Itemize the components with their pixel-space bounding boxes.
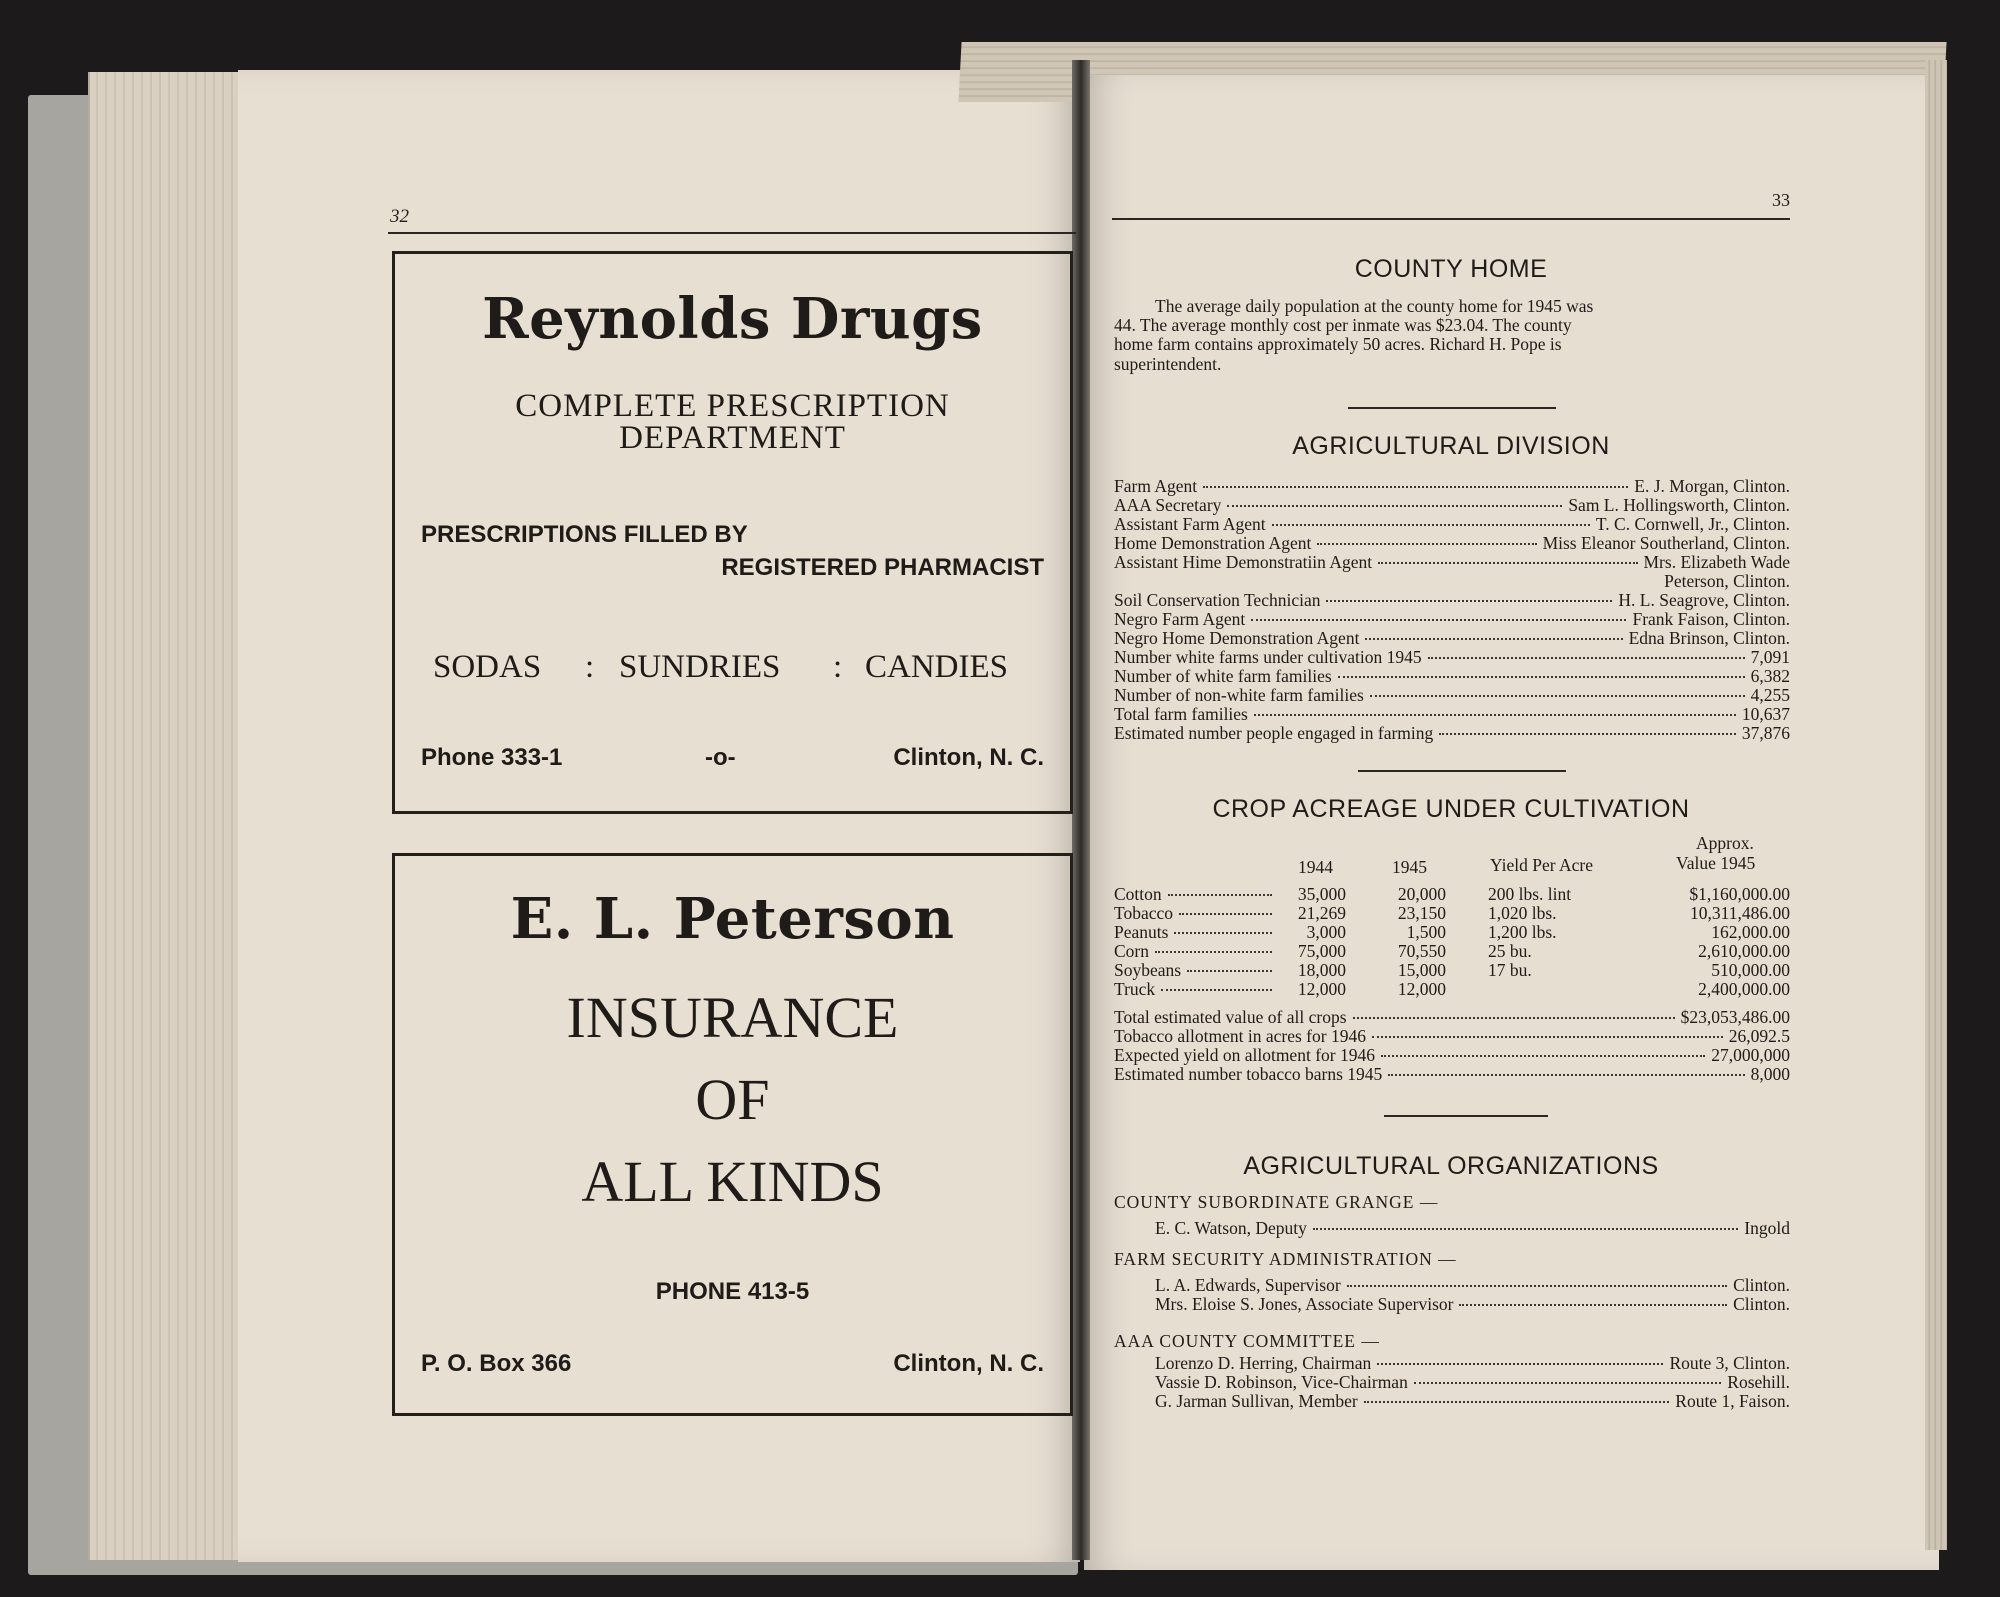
ad-phone: Phone 333-1 bbox=[421, 744, 563, 771]
division-row bbox=[1114, 685, 1790, 706]
division-row bbox=[1114, 495, 1790, 516]
ad-el-peterson bbox=[392, 853, 1073, 1416]
total-row-value: $23,053,486.00 bbox=[1680, 1007, 1790, 1027]
division-row-value: 10,637 bbox=[1741, 704, 1790, 724]
division-row-value: Miss Eleanor Southerland, Clinton. bbox=[1542, 533, 1790, 553]
crop-name: Peanuts bbox=[1114, 922, 1169, 942]
crop-name-cell bbox=[1114, 884, 1278, 905]
header-rule-left bbox=[388, 232, 1076, 234]
column-header-approx: Approx. bbox=[1696, 833, 1754, 853]
section-heading-organizations: AGRICULTURAL ORGANIZATIONS bbox=[1243, 1152, 1659, 1180]
page-number-left: 32 bbox=[390, 206, 409, 227]
leader-dots bbox=[1428, 657, 1745, 659]
org-row bbox=[1155, 1391, 1790, 1412]
yield-per-acre: 200 lbs. lint bbox=[1488, 884, 1572, 904]
yield-per-acre: 25 bu. bbox=[1488, 941, 1532, 961]
value-1945: 510,000.00 bbox=[1711, 960, 1790, 980]
page-edges-left bbox=[88, 72, 260, 1560]
total-row-label: Expected yield on allotment for 1946 bbox=[1114, 1045, 1375, 1065]
crop-name: Cotton bbox=[1114, 884, 1162, 904]
org-row-value: Route 1, Faison. bbox=[1675, 1391, 1790, 1411]
division-row-value: Sam L. Hollingsworth, Clinton. bbox=[1568, 495, 1790, 515]
division-row-value: 4,255 bbox=[1750, 685, 1790, 705]
division-row-label: Number of white farm families bbox=[1114, 666, 1332, 686]
org-location: Ingold bbox=[1744, 1218, 1790, 1238]
total-row-label: Tobacco allotment in acres for 1946 bbox=[1114, 1026, 1366, 1046]
division-row bbox=[1114, 514, 1790, 535]
division-row-value: Frank Faison, Clinton. bbox=[1632, 609, 1790, 629]
division-row-label: Negro Home Demonstration Agent bbox=[1114, 628, 1360, 648]
ad-line: DEPARTMENT bbox=[619, 420, 846, 456]
section-divider bbox=[1348, 407, 1556, 409]
division-row bbox=[1114, 552, 1790, 573]
ad-reynolds-drugs bbox=[392, 251, 1073, 814]
paragraph-line: home farm contains approximately 50 acres. Richard H. Pope is bbox=[1114, 334, 1562, 354]
leader-dots bbox=[1251, 619, 1626, 621]
division-row-label: Home Demonstration Agent bbox=[1114, 533, 1312, 553]
division-row-value: Mrs. Elizabeth Wade bbox=[1643, 552, 1790, 572]
crop-name: Truck bbox=[1114, 979, 1156, 999]
ad-line: COMPLETE PRESCRIPTION bbox=[515, 388, 950, 424]
total-row-label: Estimated number tobacco barns 1945 bbox=[1114, 1064, 1383, 1084]
org-member: E. C. Watson, Deputy bbox=[1155, 1218, 1307, 1238]
acres-1944: 18,000 bbox=[1297, 960, 1346, 980]
yield-per-acre: 1,020 lbs. bbox=[1488, 903, 1557, 923]
total-row-value: 8,000 bbox=[1750, 1064, 1790, 1084]
section-divider bbox=[1358, 770, 1566, 772]
org-row-label: L. A. Edwards, Supervisor bbox=[1155, 1275, 1341, 1295]
leader-dots bbox=[1227, 505, 1562, 507]
leader-dots bbox=[1155, 951, 1272, 953]
leader-dots bbox=[1347, 1285, 1727, 1287]
yield-per-acre: 1,200 lbs. bbox=[1488, 922, 1557, 942]
total-row-label: Total estimated value of all crops bbox=[1114, 1007, 1347, 1027]
org-heading-grange: COUNTY SUBORDINATE GRANGE — bbox=[1114, 1192, 1439, 1212]
division-row bbox=[1114, 590, 1790, 611]
acres-1944: 35,000 bbox=[1297, 884, 1346, 904]
leader-dots bbox=[1414, 1382, 1721, 1384]
crop-name: Corn bbox=[1114, 941, 1149, 961]
leader-dots bbox=[1317, 543, 1536, 545]
leader-dots bbox=[1459, 1304, 1727, 1306]
leader-dots bbox=[1254, 714, 1736, 716]
leader-dots bbox=[1353, 1017, 1675, 1019]
org-heading-aaa: AAA COUNTY COMMITTEE — bbox=[1114, 1331, 1380, 1351]
leader-dots bbox=[1203, 486, 1628, 488]
division-row-value: 6,382 bbox=[1750, 666, 1790, 686]
value-1945: 10,311,486.00 bbox=[1690, 903, 1790, 923]
org-row bbox=[1155, 1353, 1790, 1374]
ad-line: OF bbox=[695, 1067, 770, 1132]
org-row-value: Clinton. bbox=[1733, 1294, 1790, 1314]
division-row-label: Assistant Farm Agent bbox=[1114, 514, 1266, 534]
acres-1945: 15,000 bbox=[1397, 960, 1446, 980]
yield-per-acre: 17 bu. bbox=[1488, 960, 1532, 980]
division-row bbox=[1114, 609, 1790, 630]
total-row bbox=[1114, 1026, 1790, 1047]
division-row-value: 7,091 bbox=[1750, 647, 1790, 667]
leader-dots bbox=[1378, 562, 1637, 564]
section-heading-agricultural-division: AGRICULTURAL DIVISION bbox=[1292, 432, 1610, 460]
division-row bbox=[1114, 476, 1790, 497]
leader-dots bbox=[1381, 1055, 1705, 1057]
value-1945: $1,160,000.00 bbox=[1689, 884, 1790, 904]
org-row-value: Route 3, Clinton. bbox=[1669, 1353, 1790, 1373]
total-row bbox=[1114, 1045, 1790, 1066]
leader-dots bbox=[1370, 695, 1745, 697]
leader-dots bbox=[1377, 1363, 1663, 1365]
acres-1945: 1,500 bbox=[1406, 922, 1446, 942]
division-row bbox=[1114, 666, 1790, 687]
total-row-value: 26,092.5 bbox=[1728, 1026, 1790, 1046]
column-header-yield: Yield Per Acre bbox=[1490, 855, 1594, 875]
paragraph-line: 44. The average monthly cost per inmate was $23.04. The county bbox=[1114, 315, 1572, 335]
division-row bbox=[1114, 704, 1790, 725]
column-header-1945: 1945 bbox=[1392, 857, 1427, 877]
total-row-value: 27,000,000 bbox=[1711, 1045, 1790, 1065]
crop-name-cell bbox=[1114, 960, 1278, 981]
org-row-value: Rosehill. bbox=[1727, 1372, 1790, 1392]
value-1945: 162,000.00 bbox=[1711, 922, 1790, 942]
division-row-label: Soil Conservation Technician bbox=[1114, 590, 1321, 610]
division-row bbox=[1114, 723, 1790, 744]
org-row-label: Lorenzo D. Herring, Chairman bbox=[1155, 1353, 1372, 1373]
acres-1944: 12,000 bbox=[1297, 979, 1346, 999]
ad-city: Clinton, N. C. bbox=[893, 1350, 1044, 1377]
ad-title: Reynolds Drugs bbox=[482, 286, 983, 352]
acres-1945: 12,000 bbox=[1397, 979, 1446, 999]
division-row-label: Total farm families bbox=[1114, 704, 1248, 724]
division-row bbox=[1114, 628, 1790, 649]
org-row-label: G. Jarman Sullivan, Member bbox=[1155, 1391, 1358, 1411]
ad-item: SUNDRIES bbox=[619, 649, 781, 685]
crop-name-cell bbox=[1114, 941, 1278, 962]
division-row-value: 37,876 bbox=[1741, 723, 1790, 743]
leader-dots bbox=[1439, 733, 1736, 735]
ad-box-number: P. O. Box 366 bbox=[421, 1350, 572, 1377]
division-row-label: Number of non-white farm families bbox=[1114, 685, 1364, 705]
value-1945: 2,610,000.00 bbox=[1698, 941, 1790, 961]
leader-dots bbox=[1272, 524, 1590, 526]
division-row-label: AAA Secretary bbox=[1114, 495, 1222, 515]
crop-name-cell bbox=[1114, 979, 1278, 1000]
org-heading-fsa: FARM SECURITY ADMINISTRATION — bbox=[1114, 1249, 1457, 1269]
leader-dots bbox=[1161, 989, 1272, 991]
ad-separator: : bbox=[585, 649, 595, 685]
org-row bbox=[1155, 1294, 1790, 1315]
leader-dots bbox=[1365, 638, 1622, 640]
page-number-right: 33 bbox=[1772, 190, 1790, 210]
crop-name-cell bbox=[1114, 903, 1278, 924]
leader-dots bbox=[1364, 1401, 1670, 1403]
org-row-label: Mrs. Eloise S. Jones, Associate Supervisor bbox=[1155, 1294, 1454, 1314]
ad-item: CANDIES bbox=[865, 649, 1009, 685]
acres-1945: 23,150 bbox=[1397, 903, 1446, 923]
org-row-value: Clinton. bbox=[1733, 1275, 1790, 1295]
value-1945: 2,400,000.00 bbox=[1698, 979, 1790, 999]
org-row bbox=[1155, 1218, 1790, 1239]
page-edges-right bbox=[1925, 60, 1947, 1550]
acres-1944: 3,000 bbox=[1306, 922, 1346, 942]
division-row-value: E. J. Morgan, Clinton. bbox=[1634, 476, 1790, 496]
acres-1945: 70,550 bbox=[1397, 941, 1446, 961]
division-row-label: Farm Agent bbox=[1114, 476, 1198, 496]
acres-1944: 21,269 bbox=[1297, 903, 1346, 923]
ad-separator: -o- bbox=[705, 744, 736, 771]
column-header-1944: 1944 bbox=[1298, 857, 1333, 877]
division-row-label: Assistant Hime Demonstratiin Agent bbox=[1114, 552, 1373, 572]
ad-line: REGISTERED PHARMACIST bbox=[721, 554, 1044, 581]
section-heading-county-home: COUNTY HOME bbox=[1354, 255, 1548, 283]
leader-dots bbox=[1372, 1036, 1723, 1038]
division-row bbox=[1114, 571, 1790, 592]
ad-line: INSURANCE bbox=[566, 985, 899, 1050]
crop-name: Soybeans bbox=[1114, 960, 1182, 980]
leader-dots bbox=[1174, 932, 1272, 934]
ad-line: ALL KINDS bbox=[581, 1149, 884, 1214]
section-divider bbox=[1384, 1115, 1548, 1117]
ad-phone: PHONE 413-5 bbox=[655, 1278, 810, 1305]
ad-city: Clinton, N. C. bbox=[893, 744, 1044, 771]
division-row-value: Edna Brinson, Clinton. bbox=[1628, 628, 1790, 648]
crop-name-cell bbox=[1114, 922, 1278, 943]
paragraph-line: The average daily population at the county home for 1945 was bbox=[1155, 296, 1594, 316]
acres-1945: 20,000 bbox=[1397, 884, 1446, 904]
acres-1944: 75,000 bbox=[1297, 941, 1346, 961]
leader-dots bbox=[1338, 676, 1745, 678]
ad-item: SODAS bbox=[433, 649, 542, 685]
division-row-value: T. C. Cornwell, Jr., Clinton. bbox=[1595, 514, 1790, 534]
total-row bbox=[1114, 1007, 1790, 1028]
section-heading-crop-acreage: CROP ACREAGE UNDER CULTIVATION bbox=[1212, 795, 1690, 823]
total-row bbox=[1114, 1064, 1790, 1085]
division-row-label: Negro Farm Agent bbox=[1114, 609, 1246, 629]
org-row-label: Vassie D. Robinson, Vice-Chairman bbox=[1155, 1372, 1408, 1392]
division-row-value: Peterson, Clinton. bbox=[1664, 571, 1790, 591]
ad-line: PRESCRIPTIONS FILLED BY bbox=[421, 521, 748, 548]
division-row bbox=[1114, 647, 1790, 668]
crop-name: Tobacco bbox=[1114, 903, 1174, 923]
header-rule-right bbox=[1112, 218, 1790, 220]
leader-dots bbox=[1326, 600, 1612, 602]
division-row-label: Number white farms under cultivation 1945 bbox=[1114, 647, 1422, 667]
ad-title: E. L. Peterson bbox=[510, 886, 955, 952]
division-row bbox=[1114, 533, 1790, 554]
ad-separator: : bbox=[833, 649, 843, 685]
leader-dots bbox=[1168, 894, 1272, 896]
leader-dots bbox=[1313, 1228, 1738, 1230]
paragraph-line: superintendent. bbox=[1114, 354, 1222, 374]
book-gutter bbox=[1072, 60, 1090, 1560]
leader-dots bbox=[1187, 970, 1272, 972]
org-row bbox=[1155, 1275, 1790, 1296]
division-row-label: Estimated number people engaged in farming bbox=[1114, 723, 1434, 743]
leader-dots bbox=[1179, 913, 1272, 915]
org-row bbox=[1155, 1372, 1790, 1393]
division-row-value: H. L. Seagrove, Clinton. bbox=[1618, 590, 1790, 610]
column-header-value: Value 1945 bbox=[1676, 853, 1756, 873]
leader-dots bbox=[1388, 1074, 1744, 1076]
